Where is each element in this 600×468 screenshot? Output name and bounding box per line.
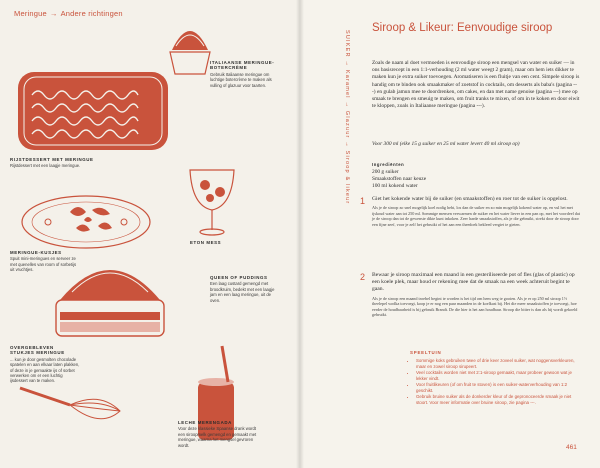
speeltuin-box xyxy=(410,350,582,406)
vertical-runner: SUIKER → Karamel → Glazuur → Siroop & likeur xyxy=(344,30,350,205)
caption-kisses xyxy=(10,250,80,273)
step-number: 1 xyxy=(360,196,366,206)
speeltuin-list xyxy=(410,358,582,406)
buttercream-cup-illustration xyxy=(170,31,210,74)
caption-text: Een laag custard gemengd met broodkruim, bedekt met een laagje jam en een laag meringue, uit de oven. xyxy=(210,281,275,303)
kisses-plate-illustration xyxy=(22,196,150,248)
caption-text: Spuit mini-meringues en serveer ze met quenelles van room of sorbetijs uit vruchtjes. xyxy=(10,256,77,273)
intro-paragraph: Zoals de naam al doet vermoeden is eenvoudige siroop een mengsel van water en suiker — in ons basisrecept in een 1:1-verhouding (2 ml water weegt 2 gram), maar om hem iets dikker te maken kun je extra suiker toevoegen. Aromatiseren is een fluitje van een cent. Simpele siroop is handig om te binden ook smaakmaker of zoetstof in cocktails, om desserts als baba's (pagina ---) en gulab jamun mee te doordrenken, om cakes, en dan met name genoise (pagina ---) mee op smaak te brengen en smeuig te maken, om fruit tranks te mixen, of om in te koken en door eiwit te kloppen, zoals in Italiaanse meringue (pagina ---). xyxy=(372,60,580,110)
ingredients-list xyxy=(372,169,426,191)
step-main-text: Bewaar je siroop maximaal een maand in een gesteriliseerde pot of fles (glas of plastic) op een koele plek, maar houd er rekening mee dat de smaak na een week achteruit begint te gaan. xyxy=(372,272,575,293)
caption-text: Voor deze klassieke Spaanse drank wordt een siroopmelk gemengd en gemaakt met meringue, waarna het mengsel gevroren wordt. xyxy=(178,426,257,448)
whisk-illustration xyxy=(20,388,120,419)
step-1 xyxy=(360,196,580,228)
eton-mess-glass-illustration xyxy=(190,170,234,235)
queen-of-puddings-dish-illustration xyxy=(56,270,164,336)
page-gutter xyxy=(296,0,304,468)
step-main-text: Giet het kokende water bij de suiker (en smaakstoffen) en roer tot de suiker is opgelost. xyxy=(372,196,568,202)
caption-title: ITALIAANSE MERINGUE-BOTERCRÈME xyxy=(210,60,275,71)
caption-rice-dessert xyxy=(10,157,100,169)
caption-leche-merengada xyxy=(178,420,258,448)
caption-text: ... kun je door gesmolten chocolade spatelen en aan elkaar laten plakken, of deze in je gemaakte ijs of sorbet verwerken om er een luchtig ijsdessert van te maken. xyxy=(10,356,80,384)
step-detail-text: Als je de siroop een maand troebel begint te worden is het tijd om hem weg te gooien. Als je er op 250 ml siroop 1½ theelepel wodka toevoegt, koop je er nog een paar maanden in de koelkast bij. Het die meer smaakstoffen je toevoegt, hoe eerder de houdbaarheid is bij gebruik Brandt. De die hier is het aan houdbaar. Siroop die bitter is dan als hij wordt gekoeld gebruikt. xyxy=(372,295,578,318)
speeltuin-item: • Voor fruitlikeuren (of om fruit te stoven) is een suiker-waterverhouding van 1:2 geschikt. xyxy=(416,382,582,394)
caption-text: Rijstdessert met een laagje meringue. xyxy=(10,163,81,169)
ingredient-item: 100 ml kokend water xyxy=(372,183,418,190)
caption-title: LECHE MERENGADA xyxy=(178,420,232,425)
recipe-title: Siroop & Likeur: Eenvoudige siroop xyxy=(372,22,553,34)
step-number: 2 xyxy=(360,272,366,282)
header-arrow: → xyxy=(49,9,58,18)
caption-queen-of-puddings xyxy=(210,275,282,303)
page-number: 461 xyxy=(566,444,577,451)
caption-title: RIJSTDESSERT MET MERINGUE xyxy=(10,157,94,162)
speeltuin-item: • Veel cocktails worden niet met 2:1-siroop gemaakt, maar probeer gewoon wat je lekker vindt. xyxy=(416,370,582,382)
caption-title: QUEEN OF PUDDINGS xyxy=(210,275,268,280)
yield-line: Voor 300 ml (elke 15 g suiker en 25 ml water levert 40 ml siroop op) xyxy=(372,141,520,147)
caption-text: Gebruik Italiaanse meringue om luchtige botercrème te maken als vulling of glazuur voor taarten. xyxy=(210,71,272,88)
speeltuin-item: • Gebruik bruine suiker als de donkerder kleur of de gepronoceerde smaak je niet stoort. Voor meer informatie over bruine siroop, zie pagina ---. xyxy=(416,394,582,406)
caption-title: ETON MESS xyxy=(190,240,222,245)
ingredient-item: Smaakstoffen naar keuze xyxy=(372,176,427,183)
speeltuin-item: • Sommige koks gebruiken twee of drie keer zoveel suiker, wat noggensverkleuren, maar en zowel siroop sirupeert. xyxy=(416,358,582,370)
caption-title: MERINGUE-KUSJES xyxy=(10,250,62,255)
caption-leftover-meringue xyxy=(10,345,80,384)
ingredient-item: 200 g suiker xyxy=(372,169,399,175)
ingredients-heading: Ingrediënten xyxy=(372,162,405,167)
step-2 xyxy=(360,272,580,318)
caption-title: OVERGEBLEVEN STUKJES MERINGUE xyxy=(10,345,65,356)
caption-eton-mess xyxy=(190,240,250,246)
step-detail-text: Als je de siroop zo snel mogelijk koel nodig hebt, los dan de suiker en zo min mogelijk kokend water op, en vul het met ijskoud water aan tot 250 ml. Sommige mensen verwarmen de suiker en het water liever in een pan op, met het voordeel dat je de siroop dan tot de gewenste dikte kunt inkoken. Zeer harde smaakstoffen, als je die gebruikt, strekt door de siroop door een fijne zeef, voor je zelf het gebruikt of het aan een theedoek bekleed vergiet te gieten. xyxy=(372,205,580,227)
caption-buttercream xyxy=(210,60,280,88)
header-section: Meringue xyxy=(14,9,47,18)
baking-tray-illustration xyxy=(18,72,168,150)
header-subsection: Andere richtingen xyxy=(60,9,123,18)
speeltuin-heading: SPEELTUIN xyxy=(410,350,442,355)
